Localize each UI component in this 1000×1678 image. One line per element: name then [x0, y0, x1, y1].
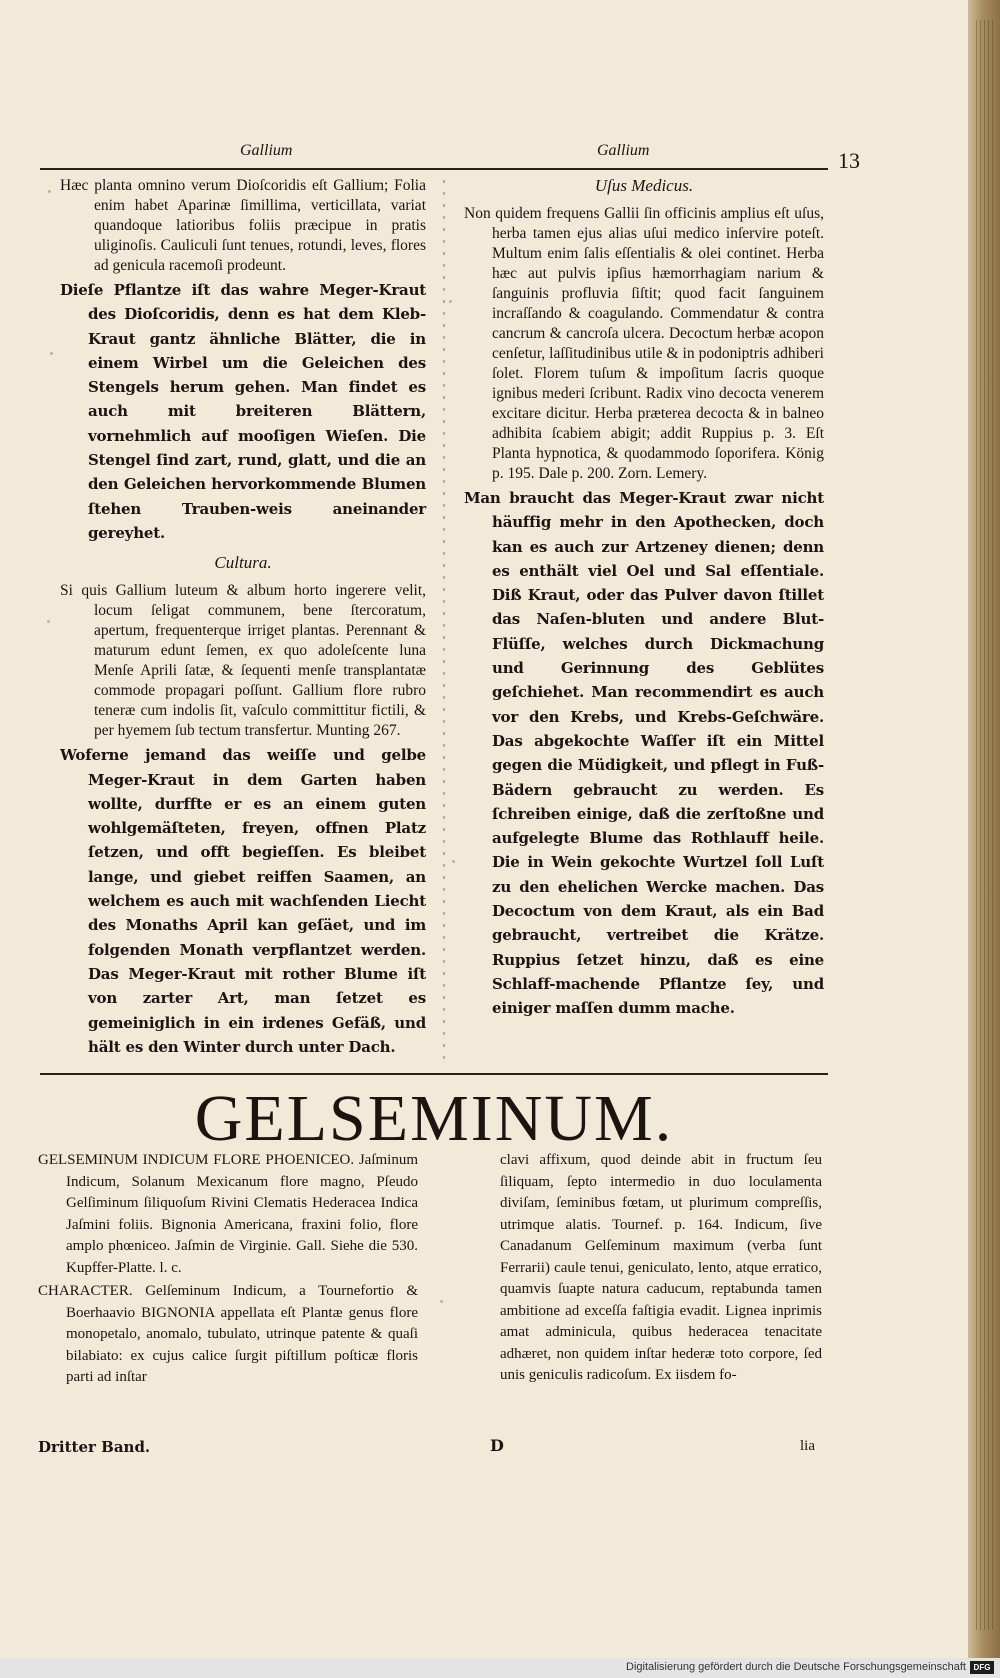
- running-header: [40, 140, 860, 173]
- dfg-logo-icon: DFG: [970, 1661, 994, 1674]
- signature-mark: D: [490, 1436, 504, 1455]
- usus-latin-paragraph: Non quidem frequens Gallii ſin officinis amplius eſt uſus, herba tamen ejus alias uſui medico inſervire poteſt. Multum enim ſalis eſſentialis & olei continet. Herba hæc aut pulvis ipſius hæmorrhagiam narium & ſanguinis profluvia ſiſtit; quod facit ſanguinem incraſſando & coagulando. Commendatur & contra cancrum & cancroſa ulcera. Decoctum herbæ acopon cenſetur, laſſitudinibus utile & in podoniptris adhiberi ſolet. Florem tuſum & impoſitum ſacris quoque ignibus mederi ſcribunt. Radix vino decocta venerem excitare dicitur. Herba præterea decocta & in balneo adhibita ſcabiem abigit; addit Ruppius p. 3. Eſt Planta hypnotica, & quodammodo ſoporifera. König p. 195. Dale p. 200. Zorn. Lemery.: [464, 205, 824, 482]
- section-rule: [40, 1073, 828, 1075]
- signature-line: Dritter Band.: [38, 1438, 151, 1456]
- latin-paragraph: Hæc planta omnino verum Dioſcoridis eſt Gallium; Folia enim habet Aparinæ ſimillima, verticillata, variat quandoque latioribus foliis præcipue in pratis uliginoſis. Cauliculi ſunt tenues, rotundi, leves, flores ad genicula racemoſi prodeunt.: [60, 177, 426, 274]
- credit-text: Digitalisierung gefördert durch die Deutsche Forschungsgemeinschaft: [626, 1661, 966, 1673]
- spine-texture: [976, 20, 994, 1630]
- gelseminum-entry: GELSEMINUM INDICUM FLORE PHOENICEO. Jaſminum Indicum, Solanum Mexicanum flore magno, Pſeudo Gelſiminum ſiliquoſum Rivini Clematis Hederacea Indica Jaſmini foliis. Bignonia Americana, fraxini folio, flore amplo phœniceo. Jaſmin de Virginie. Gall. Siehe die 530. Kupffer-Platte. l. c.: [38, 1152, 418, 1276]
- cultura-latin-paragraph: Si quis Gallium luteum & album horto ingerere velit, locum ſeligat communem, bene ſtercoratum, apertum, frequenterque irriget plantas. Perennant & maturum edunt ſemen, ex quo adoleſcente luna Menſe Aprili ſatæ, & ſequenti menſe transplantatæ commode propagari poſſunt. Gallium flore rubro teneræ cum indolis ſit, vaſculo committitur fictili, & per hyemem ſub tectum transfertur. Munting 267.: [60, 582, 426, 740]
- character-paragraph: CHARACTER. Gelſeminum Indicum, a Tournefortio & Boerhaavio BIGNONIA appellata eſt Plantæ genus flore monopetalo, anomalo, tubulato, utrinque patente & quaſi bilabiato: ex cujus calice ſurgit piſtillum poſticæ floris parti ad inſtar: [38, 1283, 418, 1385]
- credit-bar: [0, 1658, 1000, 1678]
- catchword: lia: [800, 1438, 815, 1454]
- german-paragraph: Dieſe Pflantze iſt das wahre Meger-Kraut des Dioſcoridis, denn es hat dem Kleb-Kraut gantz ähnliche Blätter, die in einem Wirbel um die Geleichen des Stengels herum gehen. Man findet es auch mit breiteren Blättern, vornehmlich auf mooſigen Wieſen. Die Stengel ſind zart, rund, glatt, und die an den Geleichen hervorkommende Blumen ſtehen Trauben-weis aneinander gereyhet.: [60, 281, 426, 542]
- continuation-paragraph: clavi affixum, quod deinde abit in fructum ſeu ſiliquam, ſepto intermedio in duo loculamenta diviſam, ſeminibus fœtam, ut plurimum compreſſis, utrimque alatis. Tournef. p. 164. Indicum, ſive Canadanum Gelſeminum maximum (verba ſunt Ferrarii) caule tenui, geniculato, lento, atque erratico, quamvis ſuapte natura caducum, reptabunda tamen ambitione ad exceſſa faſtigia evadit. Lignea inprimis amat adminicula, quibus hederacea tenacitate adhæret, non quidem inſtar hederæ toto corpore, ſed unis geniculis radicoſum. Ex iisdem fo-: [500, 1152, 822, 1383]
- left-column: [60, 176, 426, 1061]
- column-gutter: [443, 180, 445, 1060]
- header-left: Gallium: [240, 142, 293, 159]
- lower-left-column: [38, 1150, 418, 1391]
- cultura-heading: Cultura.: [214, 553, 272, 573]
- cultura-german-paragraph: Woferne jemand das weiſſe und gelbe Meger-Kraut in dem Garten haben wollte, durffte er es an einem guten wohlgemäſteten, freyen, offnen Platz ſetzen, und offt begieſſen. Es bleibet lange, und giebet reiffen Saamen, an welchem es auch mit wachſenden Liecht des Monaths April kan geſäet, und im folgenden Monath verpflantzet werden. Das Meger-Kraut mit rother Blume iſt von zarter Art, man ſetzet es gemeiniglich in ein irdenes Gefäß, und hält es den Winter durch unter Dach.: [60, 746, 426, 1056]
- usus-german-paragraph: Man braucht das Meger-Kraut zwar nicht häuffig mehr in den Apothecken, doch kan es auch zur Artzeney dienen; denn es enthält viel Oel und Sal eſſentiale. Diß Kraut, oder das Pulver davon ſtillet das Naſen-bluten und andere Blut-Flüſſe, welches durch Dickmachung und Gerinnung des Geblütes geſchiehet. Man recommendirt es auch vor den Krebs, und Krebs-Geſchwäre. Das abgekochte Waſſer iſt ein Mittel gegen die Müdigkeit, und pflegt in Fuß-Bädern gebraucht zu werden. Es ſchreiben einige, daß die zerſtoßne und aufgelegte Blume das Rothlauff heile. Die in Wein gekochte Wurtzel ſoll Luſt zu den ehelichen Wercke machen. Das Decoctum von dem Kraut, als ein Bad gebraucht, vertreibet die Krätze. Ruppius ſetzet hinzu, daß es eine Schlaff-machende Pflantze ſey, und einiger maſſen dumm mache.: [464, 489, 824, 1018]
- header-rule: [40, 168, 828, 170]
- header-right: Gallium: [597, 142, 650, 159]
- lower-right-column: [500, 1150, 822, 1389]
- right-column: [464, 176, 824, 1023]
- usus-heading: Uſus Medicus.: [594, 176, 694, 195]
- book-spine: [968, 0, 1000, 1658]
- page-number: 13: [838, 148, 860, 173]
- section-title: GELSEMINUM.: [194, 1082, 674, 1155]
